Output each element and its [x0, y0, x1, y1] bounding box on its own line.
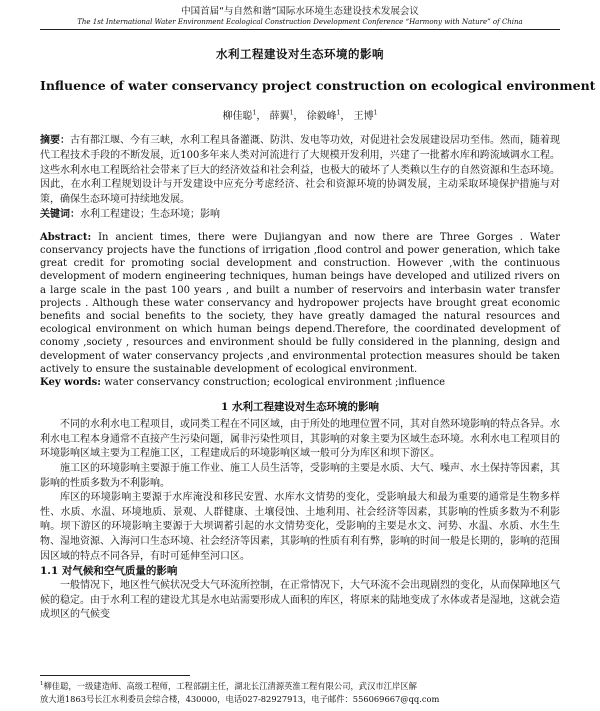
- paper-title-en: Influence of water conservancy project construction on ecological environment: [40, 78, 596, 93]
- author-name: 徐毅峰: [306, 111, 337, 122]
- footnote: [40, 678, 560, 706]
- abstract-cn-text: 古有都江堰、今有三峡，水利工程具备灌溉、防洪、发电等功效，对促进社会发展建设居功至伟。然而，随着现代工程技术手段的不断发展，近100多年来人类对河流进行了大规模开发利用，兴建了一批蓄水库和跨流域调水工程。这些水利水电工程既给社会带来了巨大的经济效益和社会利益，也极大的破坏了人类赖以生存的自然资源和生态环境。因此，在水利工程规划设计与开发建设中应充分考虑经济、社会和资源环境的协调发展，主动采取环境保护措施与对策，确保生态环境可持续地发展。: [40, 135, 560, 206]
- author-name: 柳佳聪: [222, 111, 253, 122]
- header-rule: [40, 29, 560, 30]
- author-affiliation-mark: 1: [289, 109, 294, 117]
- abstract-cn-label: 摘要：: [40, 135, 70, 146]
- keywords-cn-text: 水利工程建设；生态环境；影响: [80, 208, 220, 220]
- section-heading: 1 水利工程建设对生态环境的影响: [221, 401, 379, 414]
- running-header-en: The 1st International Water Environment Ecological Construction Development Conference “Harmony with Nature” of China: [77, 18, 523, 26]
- subsection-heading: 1.1 对气候和空气质量的影响: [40, 565, 178, 578]
- author-affiliation-mark: 1: [336, 109, 341, 117]
- running-header-cn: 中国首届“与自然和谐”国际水环境生态建设技术发展会议: [181, 6, 419, 17]
- author-affiliation-mark: 1: [373, 109, 378, 117]
- body-paragraph: 施工区的环境影响主要源于施工作业、施工人员生活等，受影响的主要是水质、大气、噪声、水土保持等因素，其影响的性质多数为不利影响。: [40, 463, 560, 489]
- body-paragraph: 不同的水利水电工程项目，或同类工程在不同区域，由于所处的地理位置不同，其对自然环境影响的特点各异。水利水电工程本身通常不直接产生污染问题，属非污染性项目，其影响的对象主要为区域生态环境。水利水电工程项目的环境影响区域主要为工程施工区，工程建成后的环境影响区域一般可分为库区和坝下游区。: [40, 419, 560, 460]
- abstract-cn: [40, 134, 560, 223]
- abstract-en-label: Abstract:: [40, 231, 92, 243]
- keywords-en-label: Key words:: [40, 377, 101, 389]
- abstract-en: [40, 231, 560, 376]
- footnote-line: 柳佳聪，一级建造师、高级工程师，工程部副主任，湖北长江清源英淮工程有限公司，武汉市江岸区解: [43, 680, 417, 691]
- keywords-cn-label: 关键词：: [40, 208, 80, 220]
- author-name: 王博: [353, 111, 374, 122]
- author-affiliation-mark: 1: [252, 109, 257, 117]
- footnote-mark: 1: [40, 681, 44, 687]
- keywords-en-text: water conservancy construction; ecological environment ;influence: [101, 377, 446, 389]
- author-name: 薛翼: [269, 111, 290, 122]
- footnote-rule: [40, 675, 190, 676]
- body-paragraph: 库区的环境影响主要源于水库淹没和移民安置、水库水文情势的变化，受影响最大和最为重要的通常是生物多样性、水质、水温、环境地质、景观、人群健康、土壤侵蚀、土地利用、社会经济等因素，其影响的性质多数为不利影响。坝下游区的环境影响主要源于大坝调蓄引起的水文情势变化，受影响的主要是水文、河势、水温、水质、水生生物、湿地资源、入海河口生态环境、社会经济等因素，其影响的性质有利有弊，影响的时间一般是长期的，影响的范围因区域的特点不同各异，有时可延伸至河口区。: [40, 492, 560, 562]
- keywords-en: [40, 376, 560, 389]
- author-list: 柳佳聪$^1$， 薛翼$^1$， 徐毅峰$^1$， 王博$^1$: [222, 109, 378, 122]
- paper-title-cn: 水利工程建设对生态环境的影响: [216, 47, 384, 61]
- abstract-en-text: In ancient times, there were Dujiangyan and now there are Three Gorges . Water conservancy projects have the functions of irrigation ,flood control and power generation, which take great credit for promoting social development and construction. However ,with the continuous development of modern engineering techniques, human beings have developed and utilized rivers on a large scale in the past 100 years , and built a number of reservoirs and interbasin water transfer projects . Although these water conservancy and hydropower projects have brought great economic benefits and social benefits to the society, they have greatly damaged the natural resources and ecological environment on which human beings depend.Therefore, the coordinated development of conomy ,society , resources and environment should be fully considered in the planning, design and development of water conservancy projects ,and environmental protection measures should be taken actively to ensure the sustainable development of ecological environment.: [40, 231, 560, 375]
- footnote-line: 放大道1863号长江水利委员会综合楼，430000，电话027-82927913，电子邮件：556069667@qq.com: [40, 693, 440, 704]
- body-paragraph: 一般情况下，地区性气候状况受大气环流所控制，在正常情况下，大气环流不会出现剧烈的变化，从而保障地区气候的稳定。由于水利工程的建设尤其是水电站需要形成人面积的库区，将原来的陆地变成了水体或者是湿地，这就会造成坝区的气候变: [40, 580, 560, 621]
